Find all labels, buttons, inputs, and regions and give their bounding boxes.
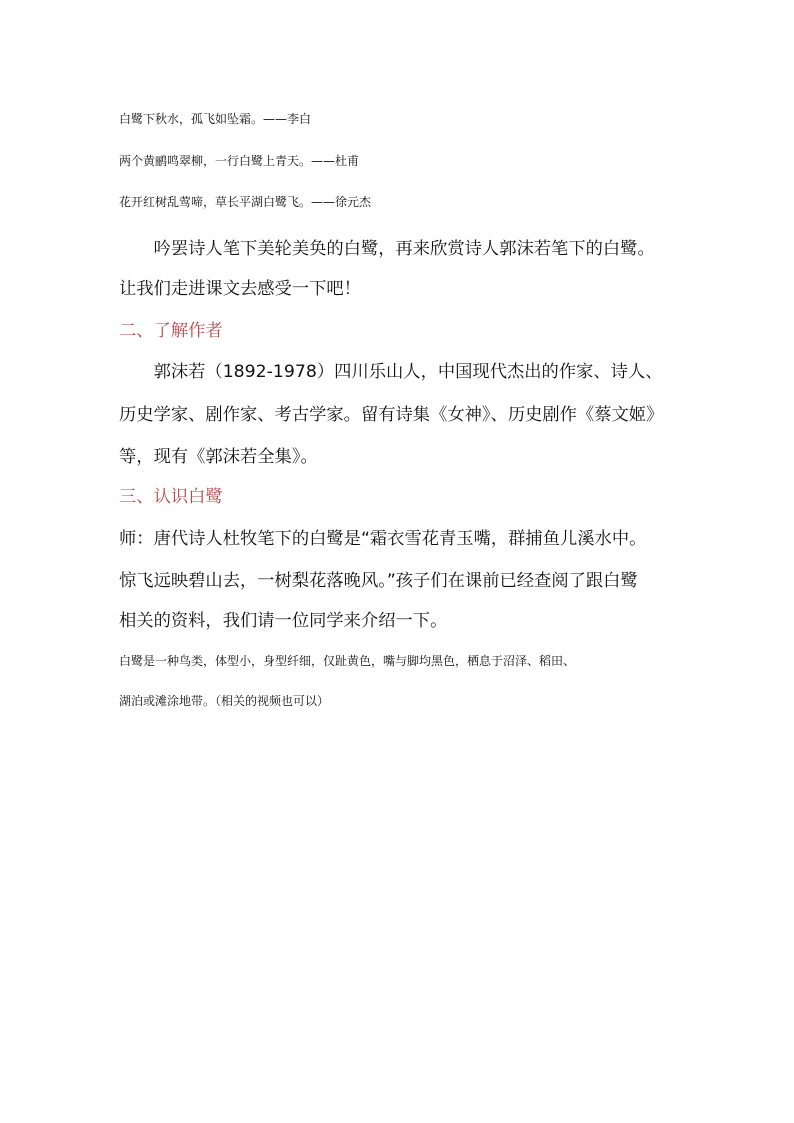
teacher-paragraph-line: 惊飞远映碧山去，一树梨花落晚风。”孩子们在课前已经查阅了跟白鹭 — [119, 571, 638, 591]
poem-line-dufu: 两个黄鹂鸣翠柳，一行白鹭上青天。——杜甫 — [119, 154, 360, 168]
poem-line-libai: 白鹭下秋水，孤飞如坠霜。——李白 — [119, 112, 312, 126]
teacher-paragraph-line: 相关的资料，我们请一位同学来介绍一下。 — [119, 611, 448, 631]
intro-line: 吟罢诗人笔下美轮美奂的白鹭，再来欣赏诗人郭沫若笔下的白鹭。 — [119, 239, 655, 259]
egret-note-line: 湖泊或滩涂地带。（相关的视频也可以） — [119, 694, 330, 708]
section-heading-egret: 三、认识白鹭 — [119, 487, 223, 507]
author-paragraph-line: 郭沫若（1892-1978）四川乐山人，中国现代杰出的作家、诗人、 — [119, 362, 663, 382]
egret-note-line: 白鹭是一种鸟类，体型小，身型纤细，仅趾黄色，嘴与脚均黑色，栖息于沼泽、稻田、 — [119, 654, 576, 668]
poem-line-xuyuanjie: 花开红树乱莺啼，草长平湖白鹭飞。——徐元杰 — [119, 195, 372, 209]
author-paragraph-line: 等，现有《郭沫若全集》。 — [119, 447, 318, 467]
intro-line: 让我们走进课文去感受一下吧！ — [119, 279, 361, 299]
author-paragraph-line: 历史学家、剧作家、考古学家。留有诗集《女神》、历史剧作《蔡文姬》 — [119, 405, 664, 425]
teacher-paragraph-line: 师：唐代诗人杜牧笔下的白鹭是“霜衣雪花青玉嘴，群捕鱼儿溪水中。 — [119, 529, 647, 549]
section-heading-author: 二、了解作者 — [119, 321, 223, 341]
